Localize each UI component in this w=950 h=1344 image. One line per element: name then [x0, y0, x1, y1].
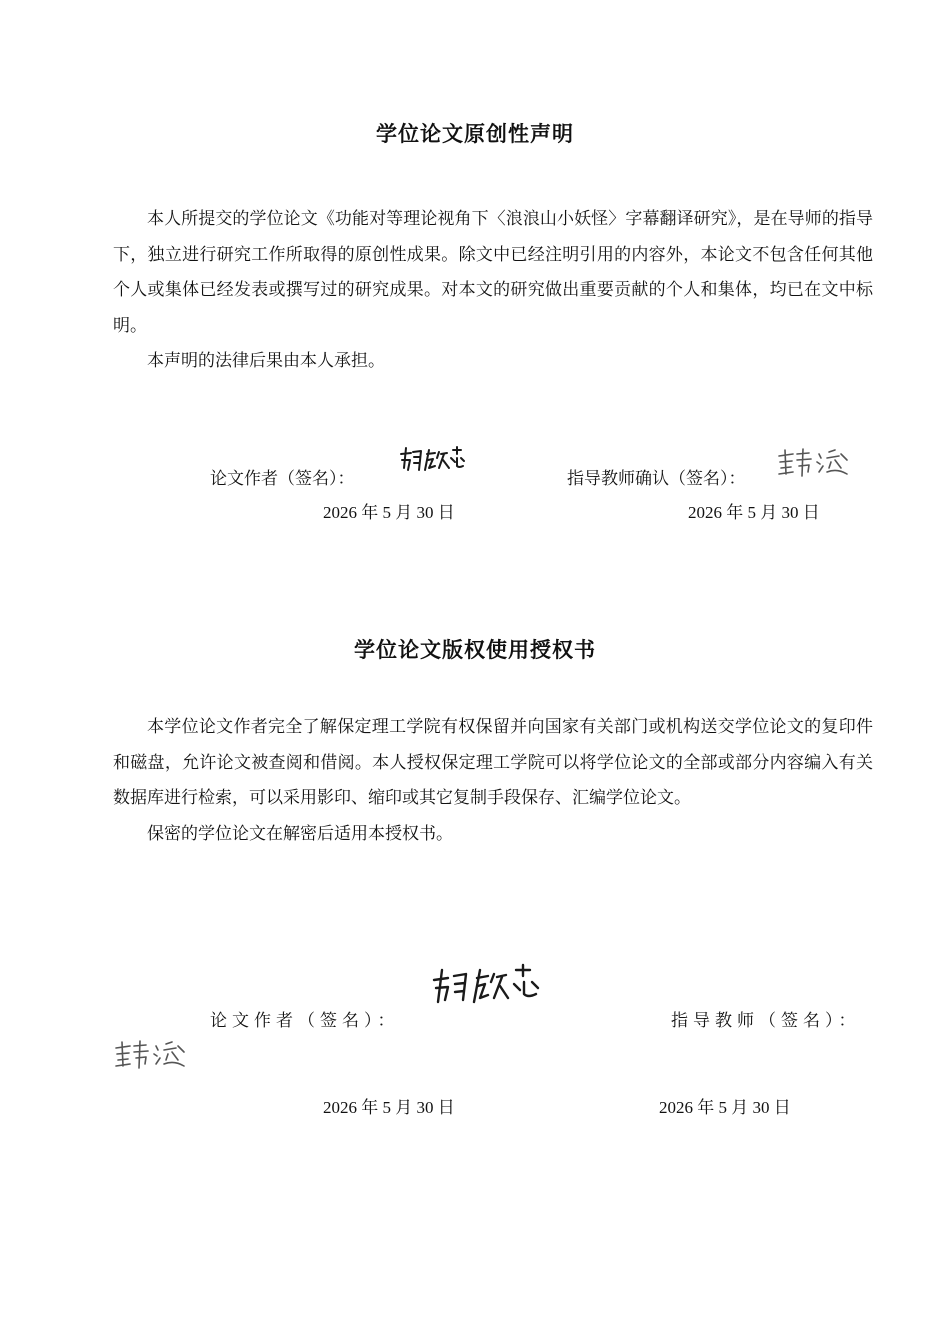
supervisor-confirm-label: 指导教师确认（签名）： — [567, 469, 746, 489]
author-signature-label-2: 论文作者（签名）： — [210, 1011, 400, 1031]
supervisor-handwritten-signature — [775, 446, 855, 480]
copyright-title: 学位论文版权使用授权书 — [354, 638, 596, 662]
author-signature-label: 论文作者（签名）： — [210, 469, 355, 489]
author-date-2: 2026 年 5 月 30 日 — [323, 1098, 455, 1117]
copyright-paragraph-2: 保密的学位论文在解密后适用本授权书。 — [147, 823, 453, 844]
author-handwritten-signature-large — [428, 962, 544, 1010]
author-date: 2026 年 5 月 30 日 — [323, 503, 455, 522]
declaration-body — [113, 202, 873, 380]
supervisor-handwritten-signature-2 — [112, 1038, 192, 1072]
supervisor-signature-label: 指导教师（签名）： — [671, 1011, 861, 1031]
copyright-body — [113, 710, 873, 852]
declaration-paragraph-1: 本人所提交的学位论文《功能对等理论视角下〈浪浪山小妖怪〉字幕翻译研究》，是在导师的指导下，独立进行研究工作所取得的原创性成果。除文中已经注明引用的内容外，本论文不包含任何其他个人或集体已经发表或撰写过的研究成果。对本文的研究做出重要贡献的个人和集体，均已在文中标明。 — [113, 209, 873, 336]
author-handwritten-signature — [395, 444, 467, 478]
supervisor-date-2: 2026 年 5 月 30 日 — [659, 1098, 791, 1117]
declaration-paragraph-2: 本声明的法律后果由本人承担。 — [147, 351, 385, 371]
declaration-title: 学位论文原创性声明 — [376, 122, 574, 146]
copyright-paragraph-1: 本学位论文作者完全了解保定理工学院有权保留并向国家有关部门或机构送交学位论文的复印件和磁盘，允许论文被查阅和借阅。本人授权保定理工学院可以将学位论文的全部或部分内容编入有关数据库进行检索，可以采用影印、缩印或其它复制手段保存、汇编学位论文。 — [113, 717, 873, 808]
supervisor-date: 2026 年 5 月 30 日 — [688, 503, 820, 522]
